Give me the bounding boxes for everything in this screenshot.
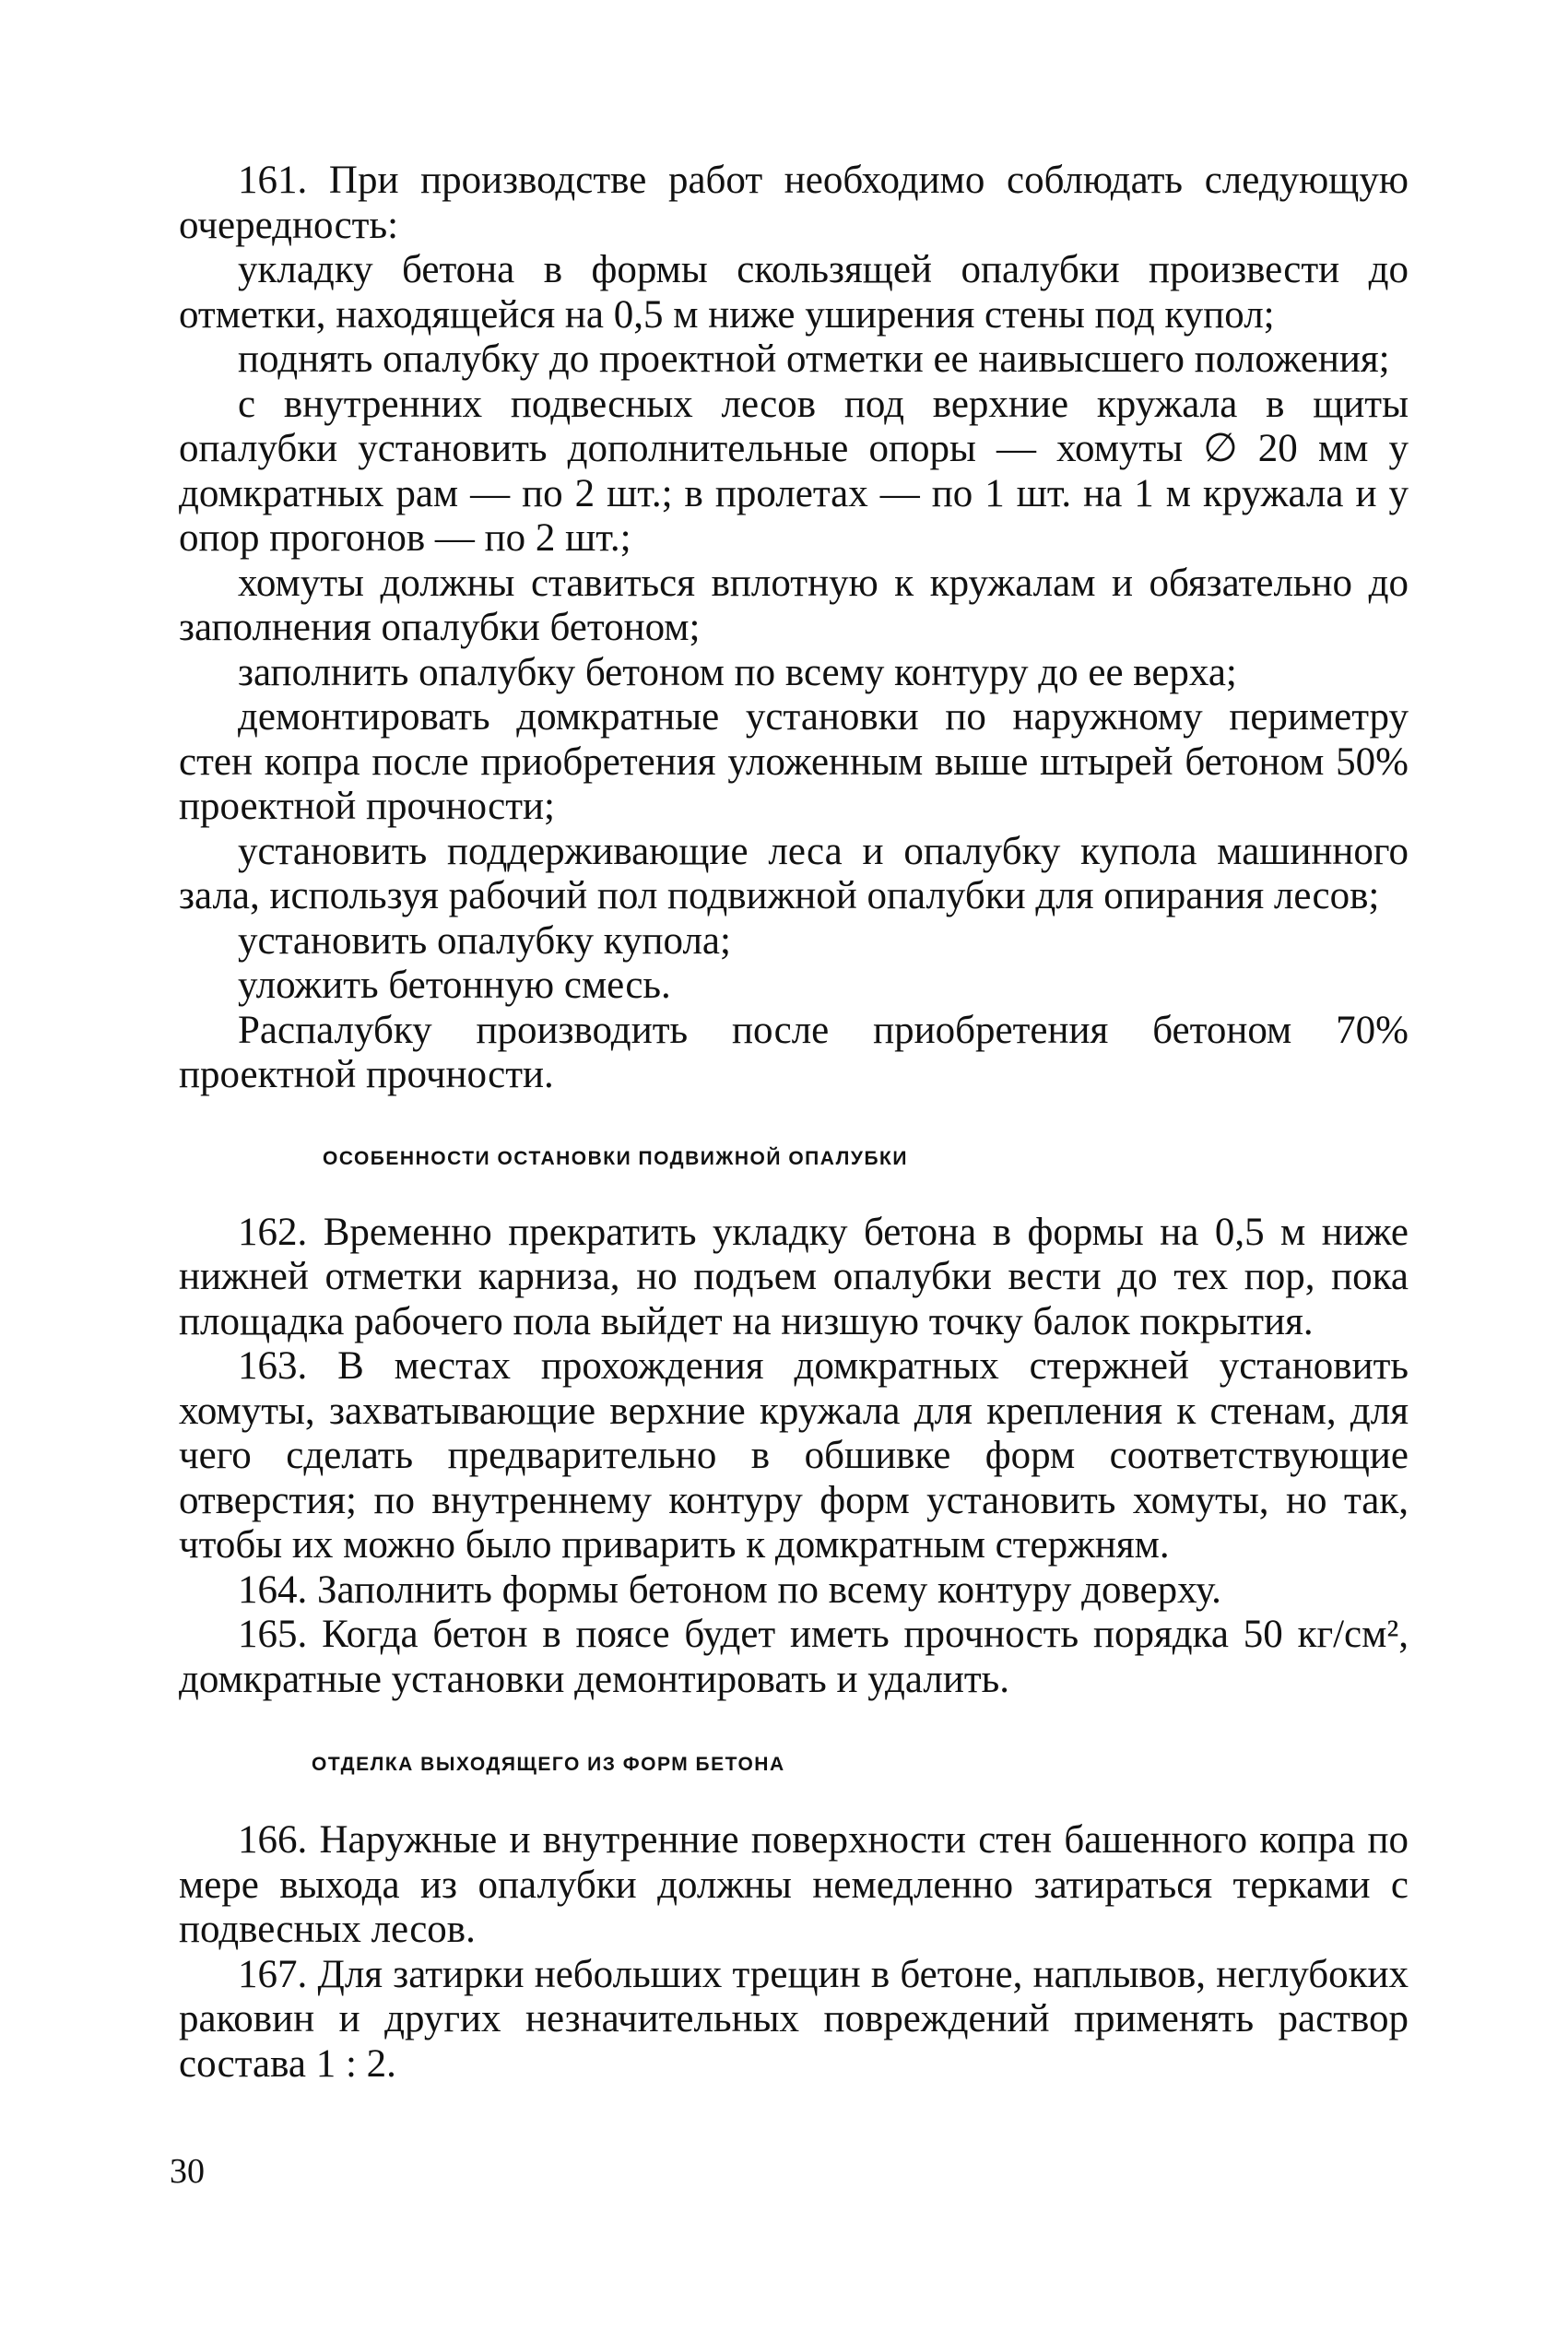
section-heading-stop-formwork: ОСОБЕННОСТИ ОСТАНОВКИ ПОДВИЖНОЙ ОПАЛУБКИ	[323, 1147, 908, 1169]
paragraph-164: 164. Заполнить формы бетоном по всему контуру доверху.	[238, 1567, 1221, 1612]
list-item: укладку бетона в формы скользящей опалубки произвести до отметки, находящейся на 0,5 м ниже уширения стены под купол;	[179, 248, 1409, 337]
paragraph-167: 167. Для затирки небольших трещин в бетоне, наплывов, неглубоких раковин и других незначительных повреждений применять раствор состава 1 : 2.	[179, 1952, 1409, 2086]
page-number: 30	[170, 2152, 205, 2191]
list-item: поднять опалубку до проектной отметки ее наивысшего положения;	[238, 337, 1390, 381]
page-content	[179, 159, 1409, 2087]
list-item: заполнить опалубку бетоном по всему контуру до ее верха;	[238, 650, 1237, 694]
paragraph-163: 163. В местах прохождения домкратных стержней установить хомуты, захватывающие верхние кружала для крепления к стенам, для чего сделать предварительно в обшивке форм соответствующие отверстия; по внутреннему контуру форм установить хомуты, но так, чтобы их можно было приварить к домкратным стержням.	[179, 1344, 1409, 1567]
list-item: демонтировать домкратные установки по наружному периметру стен копра после приобретения уложенным выше штырей бетоном 50% проектной прочности;	[179, 695, 1409, 828]
paragraph-165: 165. Когда бетон в поясе будет иметь прочность порядка 50 кг/см², домкратные установки демонтировать и удалить.	[179, 1613, 1409, 1701]
list-item: установить опалубку купола;	[238, 918, 731, 963]
paragraph-162: 162. Временно прекратить укладку бетона в формы на 0,5 м ниже нижней отметки карниза, но подъем опалубки вести до тех пор, пока площадка рабочего пола выйдет на низшую точку балок покрытия.	[179, 1210, 1409, 1343]
paragraph-161: 161. При производстве работ необходимо соблюдать следующую очередность:	[179, 159, 1409, 247]
list-item: установить поддерживающие леса и опалубку купола машинного зала, используя рабочий пол подвижной опалубки для опирания лесов;	[179, 829, 1409, 917]
paragraph-stripping: Распалубку производить после приобретения бетоном 70% проектной прочности.	[179, 1008, 1409, 1096]
paragraph-166: 166. Наружные и внутренние поверхности стен башенного копра по мере выхода из опалубки должны немедленно затираться терками с подвесных лесов.	[179, 1818, 1409, 1951]
section-heading-finishing: ОТДЕЛКА ВЫХОДЯЩЕГО ИЗ ФОРМ БЕТОНА	[312, 1754, 785, 1775]
list-item: хомуты должны ставиться вплотную к кружалам и обязательно до заполнения опалубки бетоном;	[179, 561, 1409, 649]
list-item: уложить бетонную смесь.	[238, 964, 671, 1007]
list-item: с внутренних подвесных лесов под верхние кружала в щиты опалубки установить дополнительные опоры — хомуты ∅ 20 мм у домкратных рам — по 2 шт.; в пролетах — по 1 шт. на 1 м кружала и у опор прогонов — по 2 шт.;	[179, 382, 1409, 560]
